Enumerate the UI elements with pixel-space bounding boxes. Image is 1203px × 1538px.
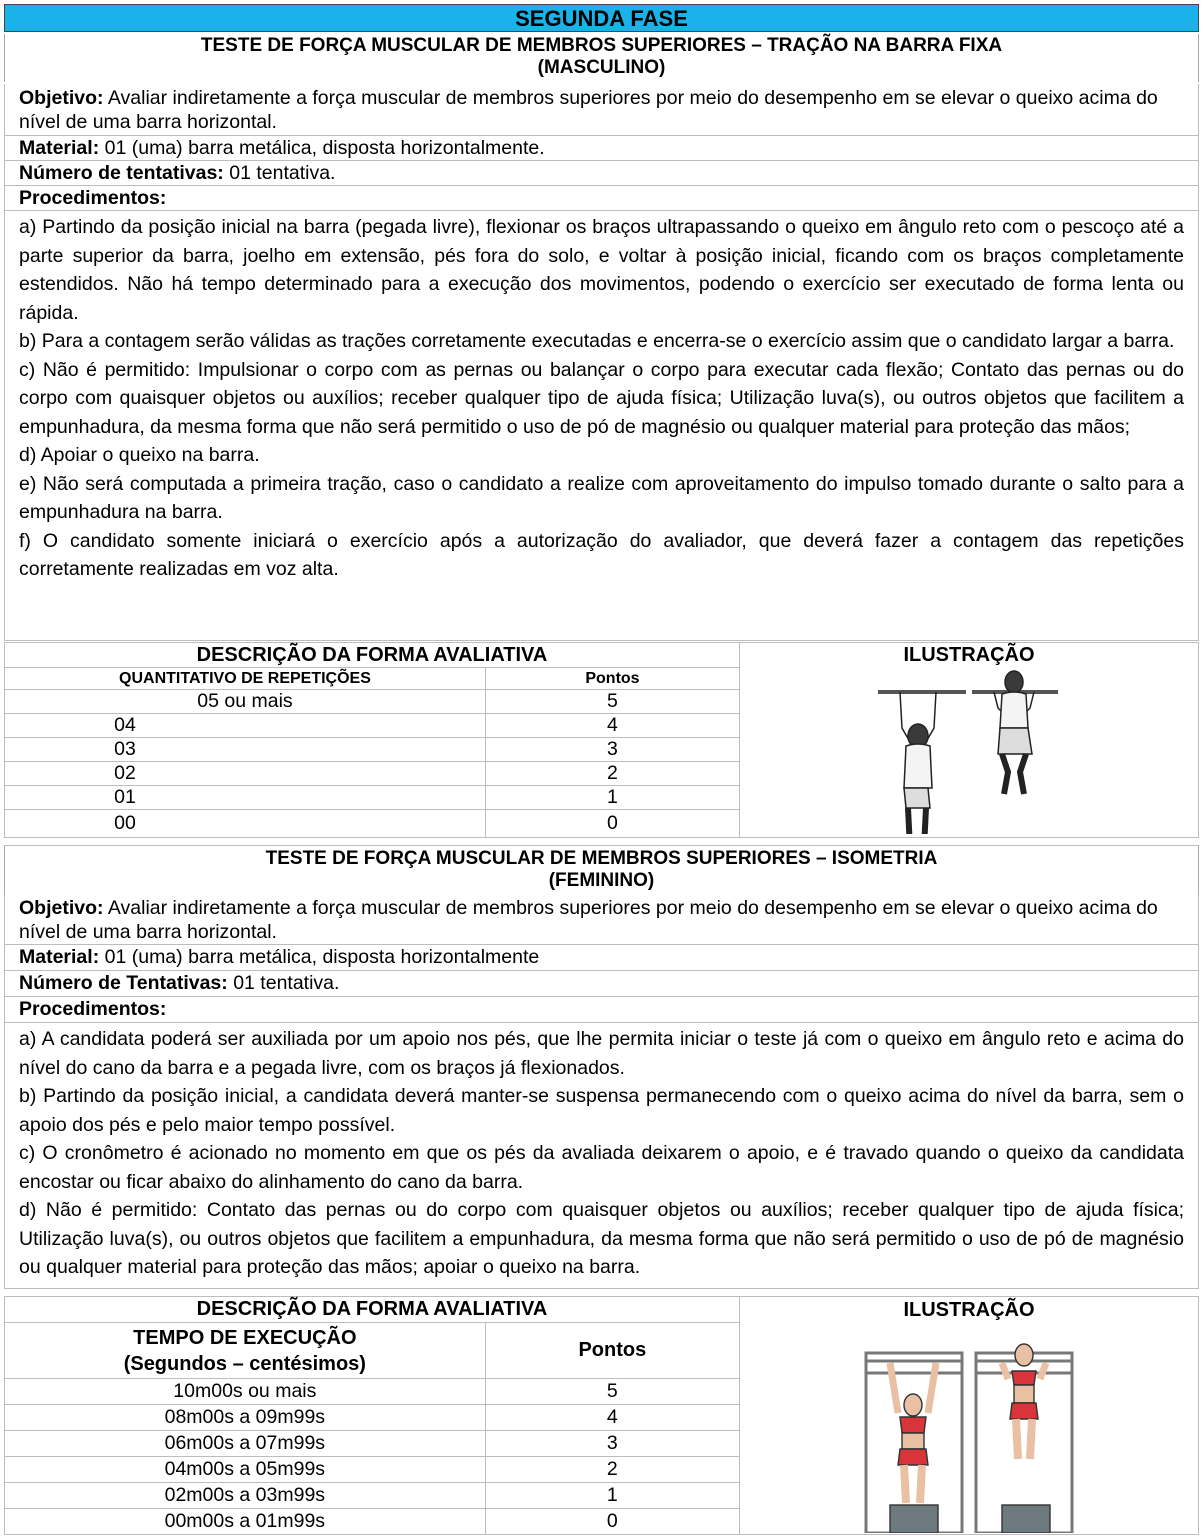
- procedimento-item: c) O cronômetro é acionado no momento em que os pés da avaliada deixarem o apoio, e é travado quando o queixo da candidata encostar ou ficar abaixo do alinhamento do cano da barra.: [19, 1142, 1184, 1193]
- procedimento-item: d) Não é permitido: Contato das pernas ou do corpo com quaisquer objetos ou auxílios; receber qualquer tipo de ajuda física; Utilização luva(s), ou outros objetos que facilitem a empunhadura, da mesma forma que não será permitido o uso de pó de magnésio ou qualquer material para proteção das mãos; apoiar o queixo na barra.: [19, 1199, 1184, 1278]
- feminino-title-line1: TESTE DE FORÇA MUSCULAR DE MEMBROS SUPERIORES – ISOMETRIA: [265, 848, 938, 869]
- isometric-hang-illustration: [740, 1323, 1198, 1533]
- feminino-objetivo: [4, 895, 1199, 945]
- procedimento-item: f) O candidato somente iniciará o exercício após a autorização do avaliador, que deverá fazer a contagem das repetições corretamente realizadas em voz alta.: [19, 529, 1184, 580]
- col-header-pontos: Pontos: [485, 668, 739, 690]
- table-row: 02 2: [5, 762, 1199, 786]
- procedimento-item: e) Não será computada a primeira tração, caso o candidato a realize com aproveitamento do impulso tomado durante o salto para a empunhadura na barra.: [19, 472, 1184, 523]
- objetivo-label: Objetivo:: [19, 87, 104, 109]
- objetivo-label: Objetivo:: [19, 897, 104, 919]
- table-row: 01 1: [5, 786, 1199, 810]
- procedimento-item: b) Partindo da posição inicial, a candidata deverá manter-se suspensa permanecendo com o queixo acima do nível da barra, sem o apoio dos pés e pelo maior tempo possível.: [19, 1085, 1184, 1136]
- masculino-objetivo: [4, 84, 1199, 136]
- col-header-pontos: Pontos: [485, 1323, 739, 1379]
- material-text: 01 (uma) barra metálica, disposta horizontalmente.: [99, 137, 545, 159]
- table-row: 10m00s ou mais 5: [5, 1379, 1199, 1405]
- tentativas-label: Número de tentativas:: [19, 162, 224, 184]
- pullup-illustration: [740, 668, 1198, 834]
- illustration-heading: ILUSTRAÇÃO: [903, 644, 1035, 666]
- phase-header: SEGUNDA FASE: [4, 4, 1199, 32]
- feminino-title: [4, 845, 1199, 895]
- feminino-material: [4, 945, 1199, 971]
- masculino-title-line2: (MASCULINO): [537, 57, 666, 78]
- masculino-illustration-cell: [739, 643, 1198, 838]
- feminino-illustration-cell: [739, 1297, 1198, 1535]
- feminino-title-line2: (FEMININO): [548, 870, 655, 891]
- material-text: 01 (uma) barra metálica, disposta horizontalmente: [99, 946, 540, 968]
- col-header-tempo: TEMPO DE EXECUÇÃO (Segundos – centésimos): [5, 1323, 486, 1379]
- table-row: 03 3: [5, 738, 1199, 762]
- table-row: 04m00s a 05m99s 2: [5, 1457, 1199, 1483]
- feminino-procedimentos-label: Procedimentos:: [4, 997, 1199, 1023]
- feminino-procedimentos: [4, 1023, 1199, 1289]
- table-heading: DESCRIÇÃO DA FORMA AVALIATIVA: [5, 1297, 740, 1323]
- procedimento-item: d) Apoiar o queixo na barra.: [19, 444, 260, 466]
- table-row: 05 ou mais 5: [5, 690, 1199, 714]
- table-row: 00 0: [5, 810, 1199, 838]
- masculino-procedimentos-label: Procedimentos:: [4, 186, 1199, 211]
- objetivo-text: Avaliar indiretamente a força muscular de membros superiores por meio do desempenho em se elevar o queixo acima do nível de uma barra horizontal.: [19, 897, 1158, 943]
- procedimento-item: a) Partindo da posição inicial na barra (pegada livre), flexionar os braços ultrapassando o queixo em ângulo reto com o pescoço até a parte superior da barra, joelho em extensão, pés fora do solo, e voltar à posição inicial, ficando com os braços completamente estendidos. Não há tempo determinado para a execução dos movimentos, podendo o exercício ser executado de forma lenta ou rápida.: [19, 216, 1184, 324]
- material-label: Material:: [19, 137, 100, 159]
- tentativas-label: Número de Tentativas:: [19, 972, 228, 994]
- masculino-tentativas: [4, 161, 1199, 186]
- masculino-score-table: [4, 642, 1199, 838]
- masculino-material: [4, 136, 1199, 161]
- masculino-title: [4, 34, 1199, 82]
- masculino-procedimentos: [4, 211, 1199, 641]
- objetivo-text: Avaliar indiretamente a força muscular de membros superiores por meio do desempenho em se elevar o queixo acima do nível de uma barra horizontal.: [19, 87, 1158, 133]
- illustration-heading: ILUSTRAÇÃO: [903, 1299, 1035, 1321]
- table-row: 02m00s a 03m99s 1: [5, 1483, 1199, 1509]
- feminino-tentativas: [4, 971, 1199, 997]
- table-row: 08m00s a 09m99s 4: [5, 1405, 1199, 1431]
- tentativas-text: 01 tentativa.: [227, 972, 340, 994]
- feminino-score-table: [4, 1296, 1199, 1535]
- table-row: 06m00s a 07m99s 3: [5, 1431, 1199, 1457]
- tentativas-text: 01 tentativa.: [223, 162, 336, 184]
- procedimento-item: b) Para a contagem serão válidas as trações corretamente executadas e encerra-se o exercício assim que o candidato largar a barra.: [19, 330, 1175, 352]
- material-label: Material:: [19, 946, 100, 968]
- procedimento-item: a) A candidata poderá ser auxiliada por um apoio nos pés, que lhe permita iniciar o teste já com o queixo em ângulo reto e acima do nível do cano da barra e a pegada livre, com os braços já flexionados.: [19, 1028, 1184, 1079]
- table-heading: DESCRIÇÃO DA FORMA AVALIATIVA: [5, 643, 740, 668]
- masculino-title-line1: TESTE DE FORÇA MUSCULAR DE MEMBROS SUPERIORES – TRAÇÃO NA BARRA FIXA: [200, 35, 1003, 56]
- col-header-quantitativo: QUANTITATIVO DE REPETIÇÕES: [5, 668, 486, 690]
- table-row: 00m00s a 01m99s 0: [5, 1509, 1199, 1535]
- procedimento-item: c) Não é permitido: Impulsionar o corpo com as pernas ou balançar o corpo para executar cada flexão; Contato das pernas ou do corpo com quaisquer objetos ou auxílios; receber qualquer tipo de ajuda física; Utilização luva(s), ou outros objetos que facilitem a empunhadura, da mesma forma que não será permitido o uso de pó de magnésio ou qualquer material para proteção das mãos;: [19, 358, 1184, 438]
- table-row: 04 4: [5, 714, 1199, 738]
